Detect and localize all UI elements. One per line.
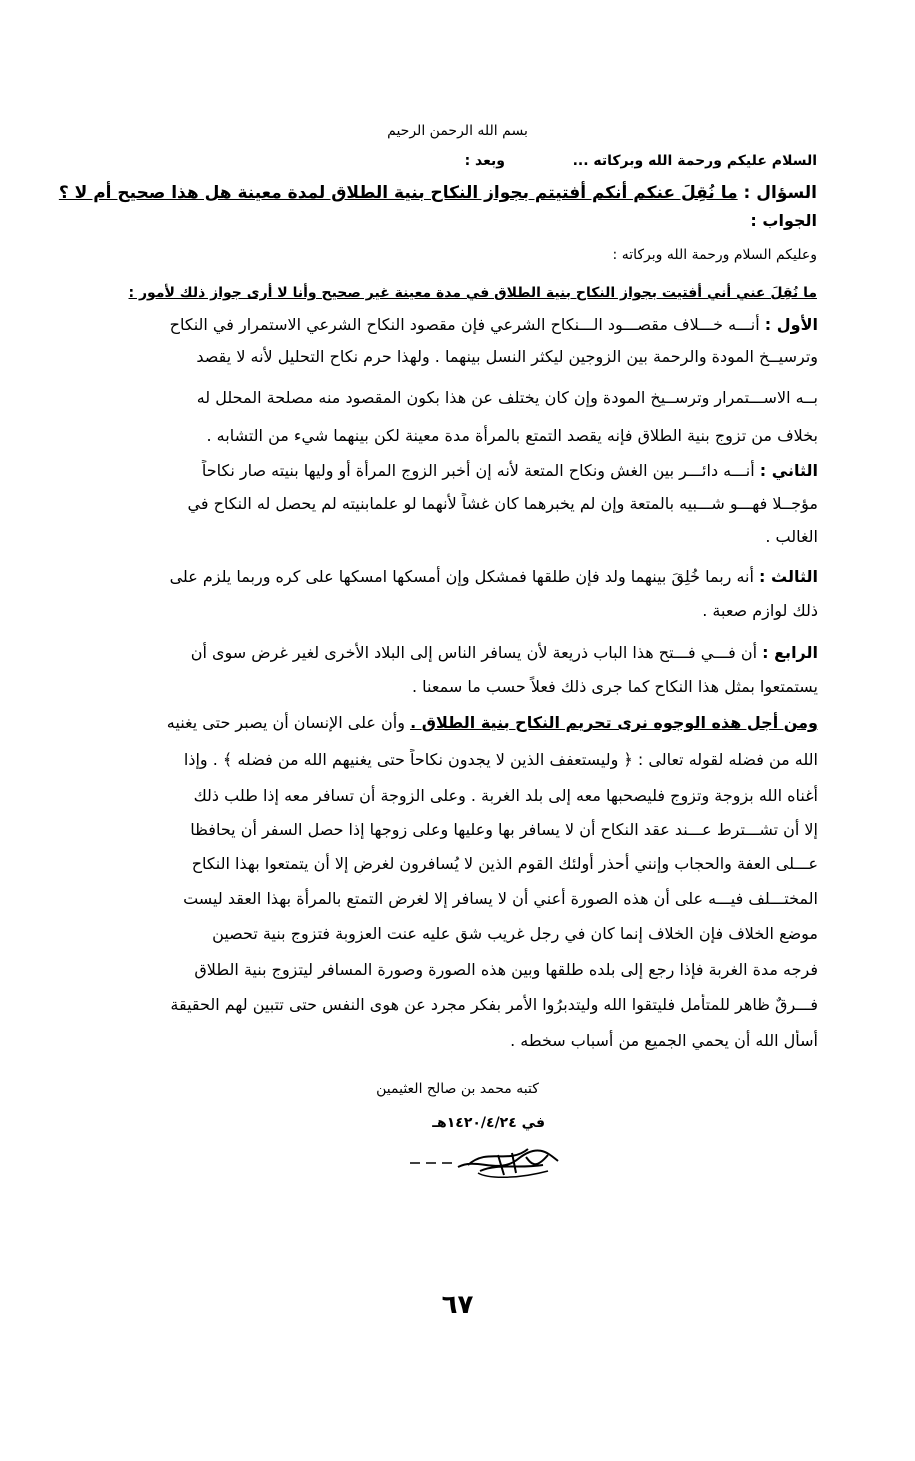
conclusion-line-3: أغناه الله بزوجة وتزوج فليصحبها معه إلى بلد الغربة . وعلى الزوجة أن تسافر معه إذا طلب ذلك — [193, 786, 818, 805]
conclusion-line-8: فرجه مدة الغربة فإذا رجع إلى بلده طلقها وبين هذه الصورة وصورة المسافر ليتزوج بنية الطلاق — [194, 960, 818, 979]
second-line-1: الثاني : أنـــه دائـــر بين الغش ونكاح المتعة لأنه إن أخبر الزوج المرأة أو وليها بنيته صار نكاحاً — [201, 461, 818, 480]
first-line-4: بخلاف من تزوج بنية الطلاق فإنه يقصد التمتع بالمرأة مدة معينة لكن بينهما شيء من التشابه . — [206, 426, 818, 445]
question-label: السؤال : — [743, 183, 817, 203]
conclusion-underlined: ومن أجل هذه الوجوه نرى تحريم النكاح بنية الطلاق . — [410, 713, 818, 732]
answer-greeting: وعليكم السلام ورحمة الله وبركاته : — [612, 247, 817, 263]
third-line-1: الثالث : أنه ربما خُلِقَ بينهما ولد فإن طلقها فمشكل وإن أمسكها امسكها على كره وربما يلزم على — [169, 567, 818, 586]
page-number: ٦٧ — [441, 1290, 474, 1320]
basmala: بسم الله الرحمن الرحيم — [387, 123, 528, 139]
fourth-label: الرابع : — [762, 643, 818, 662]
third-label: الثالث : — [759, 567, 818, 586]
conclusion-line-10: أسأل الله أن يحمي الجميع من أسباب سخطه . — [510, 1031, 818, 1050]
second-line-2: مؤجــلا فهـــو شـــبيه بالمتعة وإن لم يخبرهما كان غشاً لأنهما لو علمابنيته لم يحصل له النكاح في — [187, 494, 818, 513]
question-line — [59, 182, 817, 204]
greeting: السلام عليكم ورحمة الله وبركاته ... — [572, 153, 817, 169]
handwritten-signature — [408, 1135, 578, 1185]
third-line-2: ذلك لوازم صعبة . — [702, 601, 818, 620]
second-label: الثاني : — [759, 461, 818, 480]
conclusion-line-5: عـــلى العفة والحجاب وإنني أحذر أولئك القوم الذين لا يُسافرون لغرضٍ إلا أن يتمتعوا بهذا النكاح — [191, 854, 818, 873]
conclusion-line-9: فـــرقٌ ظاهر للمتأمل فليتقوا الله وليتدبرُوا الأمر بفكر مجرد عن هوى النفس حتى تتبين لهم الحقيقة — [170, 995, 818, 1014]
conclusion-line-7: موضع الخلاف فإن الخلاف إنما كان في رجل غريب شق عليه عنت العزوبة فتزوج بنية تحصين — [212, 924, 818, 943]
fourth-line-2: يستمتعوا بمثل هذا النكاح كما جرى ذلك فعلاً حسب ما سمعنا . — [412, 677, 818, 696]
conclusion-line-4: إلا أن تشـــترط عـــند عقد النكاح أن لا يسافر بها وعليها وعلى زوجها إذا حصل السفر أن يحافظا — [190, 820, 818, 839]
signature-author: كتبه محمد بن صالح العثيمين — [376, 1081, 539, 1097]
first-line-1: الأول : أنـــه خـــلاف مقصـــود الـــنكاح الشرعي فإن مقصود النكاح الشرعي الاستمرار في النكاح — [169, 315, 818, 334]
fourth-line-1: الرابع : أن فـــي فـــتح هذا الباب ذريعة لأن يسافر الناس إلى البلاد الأخرى لغير غرض سوى أن — [190, 643, 818, 662]
first-line-3: بــه الاســـتمرار وترســيخ المودة وإن كان يختلف عن هذا بكون المقصود منه مصلحة المحلل له — [196, 388, 818, 407]
second-line-3: الغالب . — [765, 527, 818, 546]
question-text: ما نُقِلَ عنكم أنكم أفتيتم بجواز النكاح بنية الطلاق لمدة معينة هل هذا صحيح أم لا ؟ — [58, 183, 738, 203]
answer-intro: ما نُقِلَ عني أني أفتيت بجواز النكاح بنية الطلاق في مدة معينة غير صحيح وأنا لا أرى جواز ذلك لأمور : — [128, 285, 817, 301]
first-label: الأول : — [764, 315, 818, 334]
conclusion-line-2: الله من فضله لقوله تعالى : ﴿ وليستعفف الذين لا يجدون نكاحاً حتى يغنيهم الله من فضله ﴾ . وإذا — [183, 750, 818, 769]
answer-label: الجواب : — [750, 211, 817, 230]
first-line-2: وترسيــخ المودة والرحمة بين الزوجين ليكثر النسل بينهما . ولهذا حرم نكاح التحليل لأنه لا يقصد — [196, 347, 818, 366]
conclusion-line-6: المختـــلف فيـــه على أن هذه الصورة أعني أن لا يسافر إلا لغرض التمتع بالمرأة بهذا العقد ليست — [183, 889, 818, 908]
greeting-after: وبعد : — [464, 153, 505, 169]
signature-date: في ١٤٢٠/٤/٢٤هـ — [432, 1115, 545, 1131]
conclusion-line-1: ومن أجل هذه الوجوه نرى تحريم النكاح بنية الطلاق . وأن على الإنسان أن يصبر حتى يغنيه — [166, 713, 818, 732]
